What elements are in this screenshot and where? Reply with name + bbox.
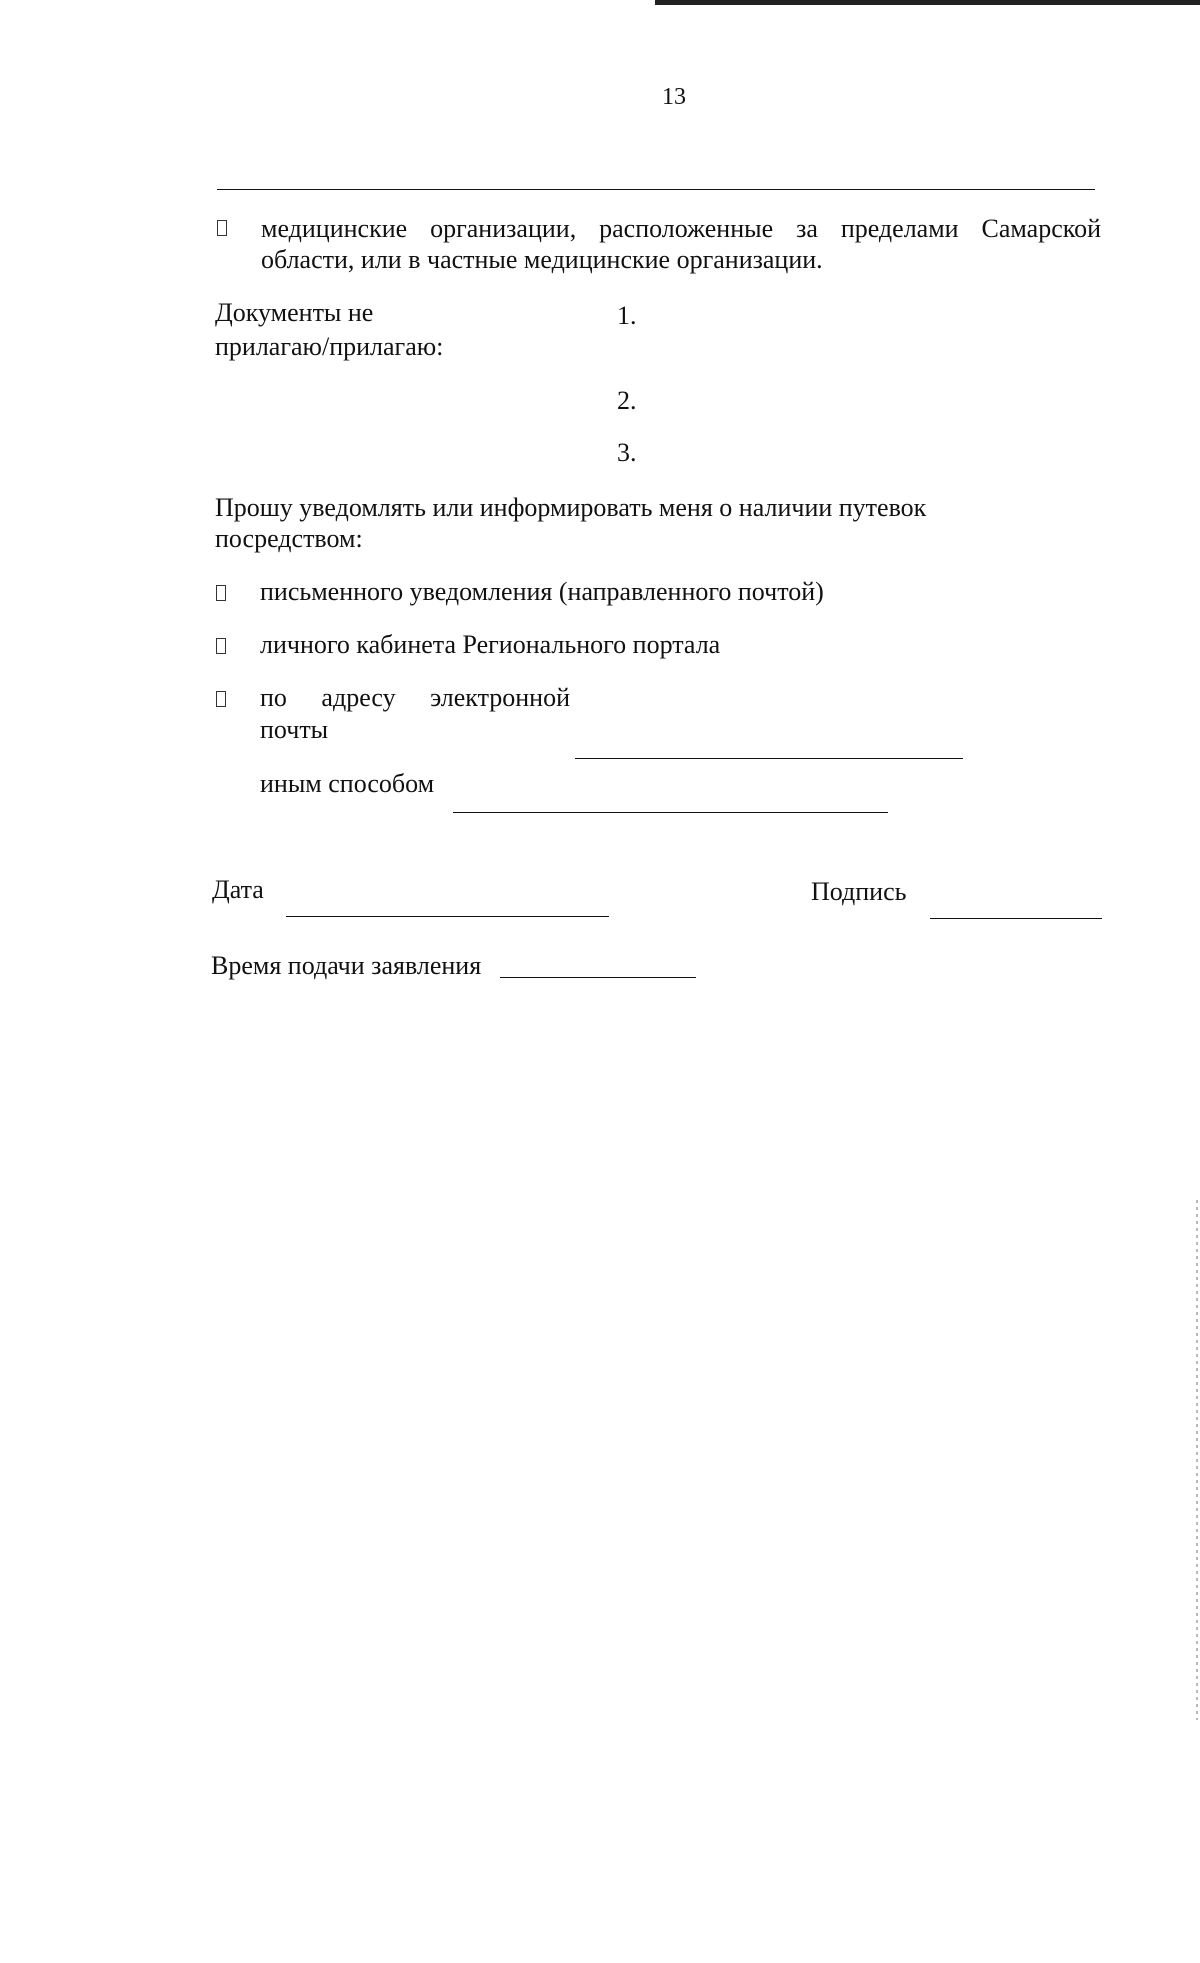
checkbox-medical-organizations[interactable] bbox=[217, 220, 227, 236]
option-email-line2: почты bbox=[260, 715, 329, 744]
option-cabinet: личного кабинета Регионального портала bbox=[260, 630, 721, 659]
checkbox-email[interactable] bbox=[216, 691, 226, 707]
notify-text-line2: посредством: bbox=[215, 524, 363, 553]
date-field-line[interactable] bbox=[286, 916, 609, 917]
option-medical-line2: области, или в частные медицинские организации. bbox=[261, 245, 823, 274]
checkbox-personal-cabinet[interactable] bbox=[216, 638, 226, 654]
top-separator-line bbox=[217, 189, 1095, 190]
notify-text-line1: Прошу уведомлять или информировать меня о наличии путевок bbox=[215, 493, 927, 522]
option-other: иным способом bbox=[260, 769, 435, 798]
submission-time-label: Время подачи заявления bbox=[211, 951, 482, 980]
email-field-line[interactable] bbox=[575, 758, 963, 759]
documents-label-line1: Документы не bbox=[215, 298, 374, 327]
option-email-line1: по адресу электронной bbox=[260, 683, 570, 712]
signature-field-line[interactable] bbox=[930, 918, 1102, 919]
date-label: Дата bbox=[212, 875, 264, 904]
scan-edge-mark bbox=[655, 0, 1200, 5]
checkbox-mail-notification[interactable] bbox=[216, 585, 226, 601]
scan-edge-noise bbox=[1196, 1200, 1198, 1720]
document-item-1: 1. bbox=[617, 301, 637, 330]
submission-time-field-line[interactable] bbox=[500, 977, 696, 978]
document-item-2: 2. bbox=[617, 386, 637, 415]
signature-label: Подпись bbox=[811, 877, 907, 906]
document-item-3: 3. bbox=[617, 438, 637, 467]
option-medical-line1: медицинские организации, расположенные за пределами Самарской bbox=[261, 214, 1101, 243]
page-number: 13 bbox=[662, 84, 686, 110]
documents-label-line2: прилагаю/прилагаю: bbox=[215, 332, 444, 361]
option-mail: письменного уведомления (направленного почтой) bbox=[260, 577, 824, 606]
other-method-field-line[interactable] bbox=[453, 812, 888, 813]
